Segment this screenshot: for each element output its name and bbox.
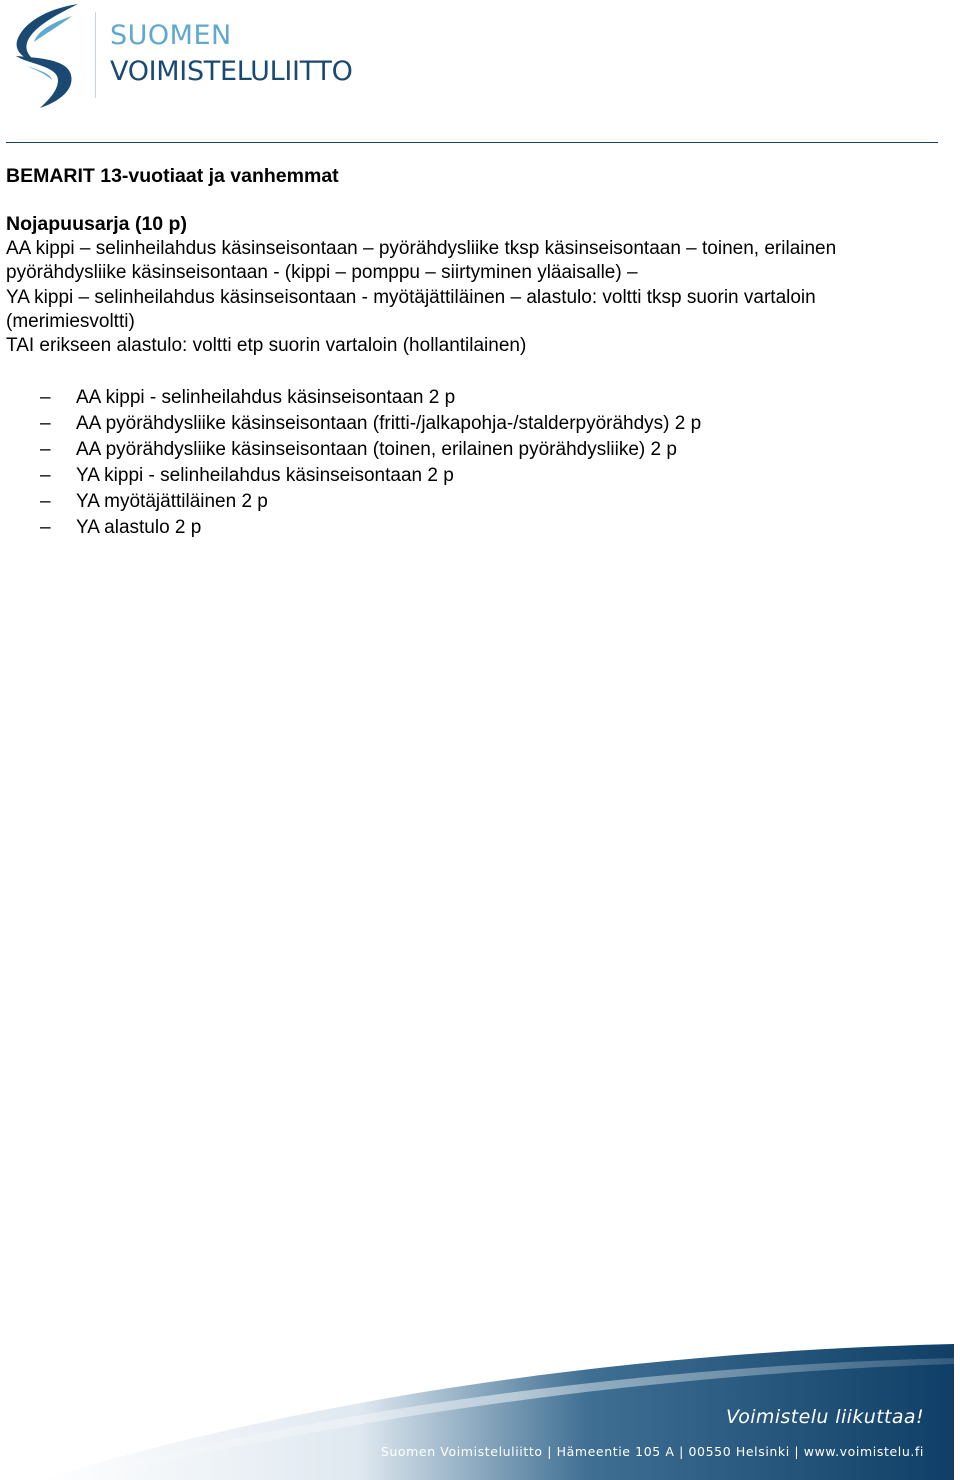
list-item-text: YA alastulo 2 p	[76, 516, 202, 538]
body-line: TAI erikseen alastulo: voltti etp suorin vartaloin (hollantilainen)	[6, 335, 527, 357]
list-item	[6, 515, 946, 541]
letterhead	[0, 0, 960, 145]
body-line: AA kippi – selinheilahdus käsinseisontaan – pyörähdysliike tksp käsinseisontaan – toinen, erilainen	[6, 237, 837, 259]
section-title: Nojapuusarja (10 p)	[6, 213, 187, 236]
dash-bullet: –	[40, 412, 51, 434]
list-item-text: AA pyörähdysliike käsinseisontaan (toinen, erilainen pyörähdysliike) 2 p	[76, 438, 677, 460]
list-item-text: AA kippi - selinheilahdus käsinseisontaan 2 p	[76, 386, 456, 408]
document-body	[6, 164, 946, 541]
dash-bullet: –	[40, 516, 51, 538]
body-line: pyörähdysliike käsinseisontaan - (kippi – pomppu – siirtyminen yläaisalle) –	[6, 262, 638, 284]
dash-bullet: –	[40, 490, 51, 512]
header-divider	[6, 142, 938, 143]
list-item	[6, 411, 946, 437]
list-item	[6, 385, 946, 411]
swoosh-logo-icon	[6, 2, 86, 110]
dash-bullet: –	[40, 438, 51, 460]
list-item	[6, 463, 946, 489]
list-item-text: YA myötäjättiläinen 2 p	[76, 490, 268, 512]
list-item-text: YA kippi - selinheilahdus käsinseisontaan 2 p	[76, 464, 454, 486]
scoring-list	[6, 385, 946, 541]
dash-bullet: –	[40, 386, 51, 408]
footer-band	[0, 1330, 960, 1480]
footer-address: Suomen Voimisteluliitto | Hämeentie 105 A | 00550 Helsinki | www.voimistelu.fi	[380, 1444, 924, 1459]
logo-separator	[95, 12, 96, 98]
document-title: BEMARIT 13-vuotiaat ja vanhemmat	[6, 165, 339, 187]
body-line: (merimiesvoltti)	[6, 311, 135, 333]
logo-text-voimisteluliitto: VOIMISTELULIITTO	[110, 56, 353, 87]
list-item-text: AA pyörähdysliike käsinseisontaan (fritti-/jalkapohja-/stalderpyörähdys) 2 p	[76, 412, 702, 434]
footer-slogan: Voimistelu liikuttaa!	[725, 1406, 924, 1428]
logo-text-suomen: SUOMEN	[110, 20, 232, 51]
list-item	[6, 437, 946, 463]
list-item	[6, 489, 946, 515]
body-line: YA kippi – selinheilahdus käsinseisontaan - myötäjättiläinen – alastulo: voltti tksp suorin vartaloin	[6, 286, 816, 308]
dash-bullet: –	[40, 464, 51, 486]
